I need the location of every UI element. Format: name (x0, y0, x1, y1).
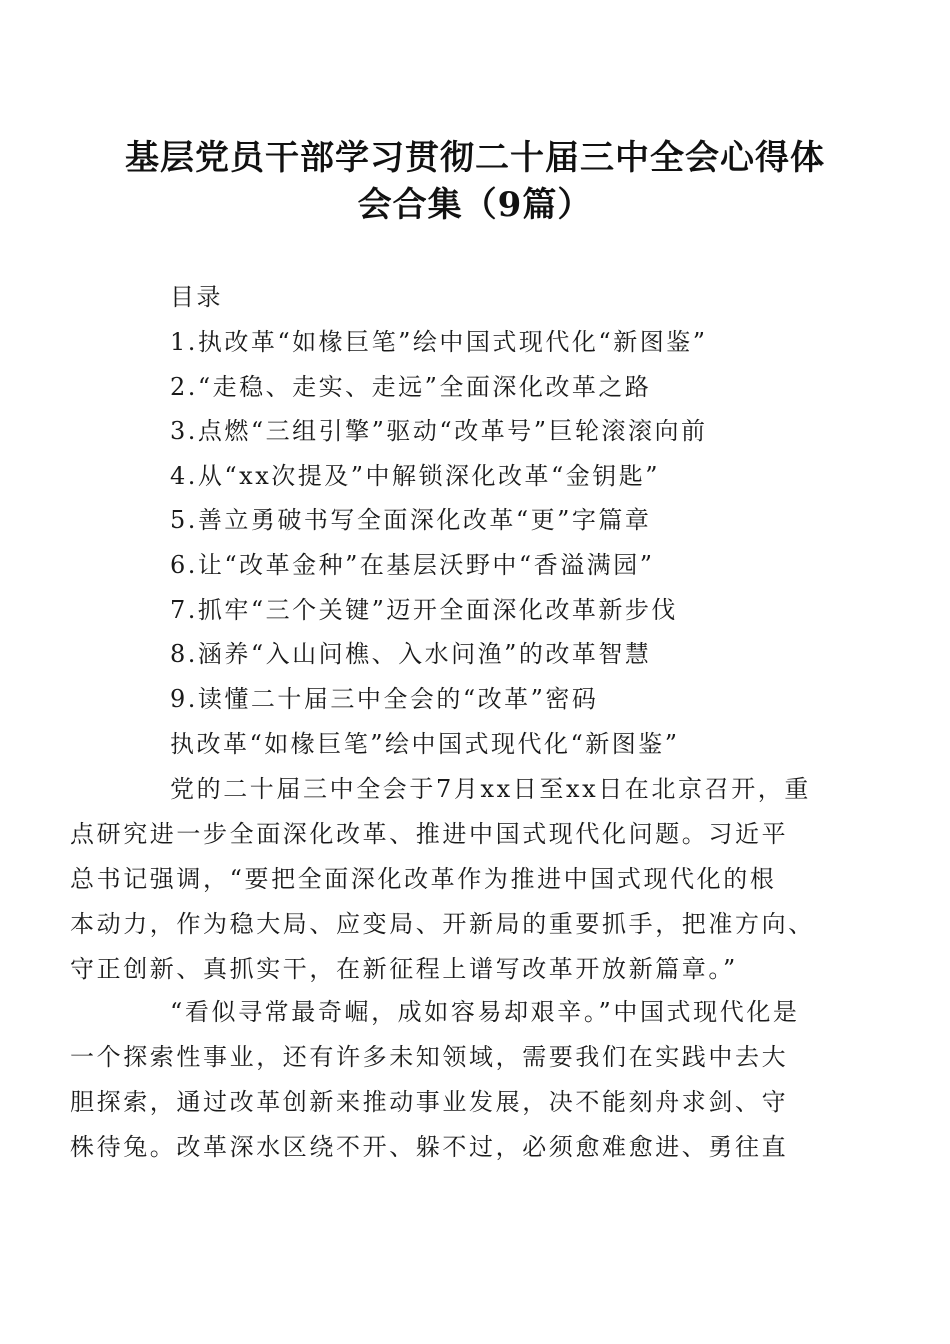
paragraph-1-line-4: 本动力，作为稳大局、应变局、开新局的重要抓手，把准方向、 (70, 910, 815, 938)
paragraph-2-line-3: 胆探索，通过改革创新来推动事业发展，决不能刻舟求剑、守 (70, 1088, 789, 1116)
section-heading: 执改革“如椽巨笔”绘中国式现代化“新图鉴” (170, 730, 680, 758)
toc-item-4: 4.从“xx次提及”中解锁深化改革“金钥匙” (170, 462, 661, 490)
body-paragraph-2 (70, 990, 840, 1170)
body-paragraph-1 (70, 767, 840, 992)
toc-heading: 目录 (170, 283, 223, 311)
paragraph-2-line-2: 一个探索性事业，还有许多未知领域，需要我们在实践中去大 (70, 1043, 789, 1071)
paragraph-2-line-1: “看似寻常最奇崛，成如容易却艰辛。”中国式现代化是 (170, 998, 800, 1026)
paragraph-1-line-5: 守正创新、真抓实干，在新征程上谱写改革开放新篇章。” (70, 955, 738, 983)
toc-item-6: 6.让“改革金种”在基层沃野中“香溢满园” (170, 551, 655, 579)
document-title-line-2: 会合集（9篇） (357, 185, 593, 225)
toc-item-3: 3.点燃“三组引擎”驱动“改革号”巨轮滚滚向前 (170, 417, 708, 445)
toc-item-9: 9.读懂二十届三中全会的“改革”密码 (170, 685, 599, 713)
toc-item-2: 2.“走稳、走实、走远”全面深化改革之路 (170, 373, 652, 401)
toc-item-5: 5.善立勇破书写全面深化改革“更”字篇章 (170, 506, 652, 534)
paragraph-1-line-3: 总书记强调，“要把全面深化改革作为推进中国式现代化的根 (70, 865, 777, 893)
paragraph-2-line-4: 株待兔。改革深水区绕不开、躲不过，必须愈难愈进、勇往直 (70, 1133, 789, 1161)
paragraph-1-line-2: 点研究进一步全面深化改革、推进中国式现代化问题。习近平 (70, 820, 789, 848)
paragraph-1-line-1: 党的二十届三中全会于7月xx日至xx日在北京召开，重 (170, 775, 812, 803)
toc-item-8: 8.涵养“入山问樵、入水问渔”的改革智慧 (170, 640, 652, 668)
toc-item-1: 1.执改革“如椽巨笔”绘中国式现代化“新图鉴” (170, 328, 708, 356)
toc-item-7: 7.抓牢“三个关键”迈开全面深化改革新步伐 (170, 596, 678, 624)
document-title-line-1: 基层党员干部学习贯彻二十届三中全会心得体 (125, 138, 825, 178)
